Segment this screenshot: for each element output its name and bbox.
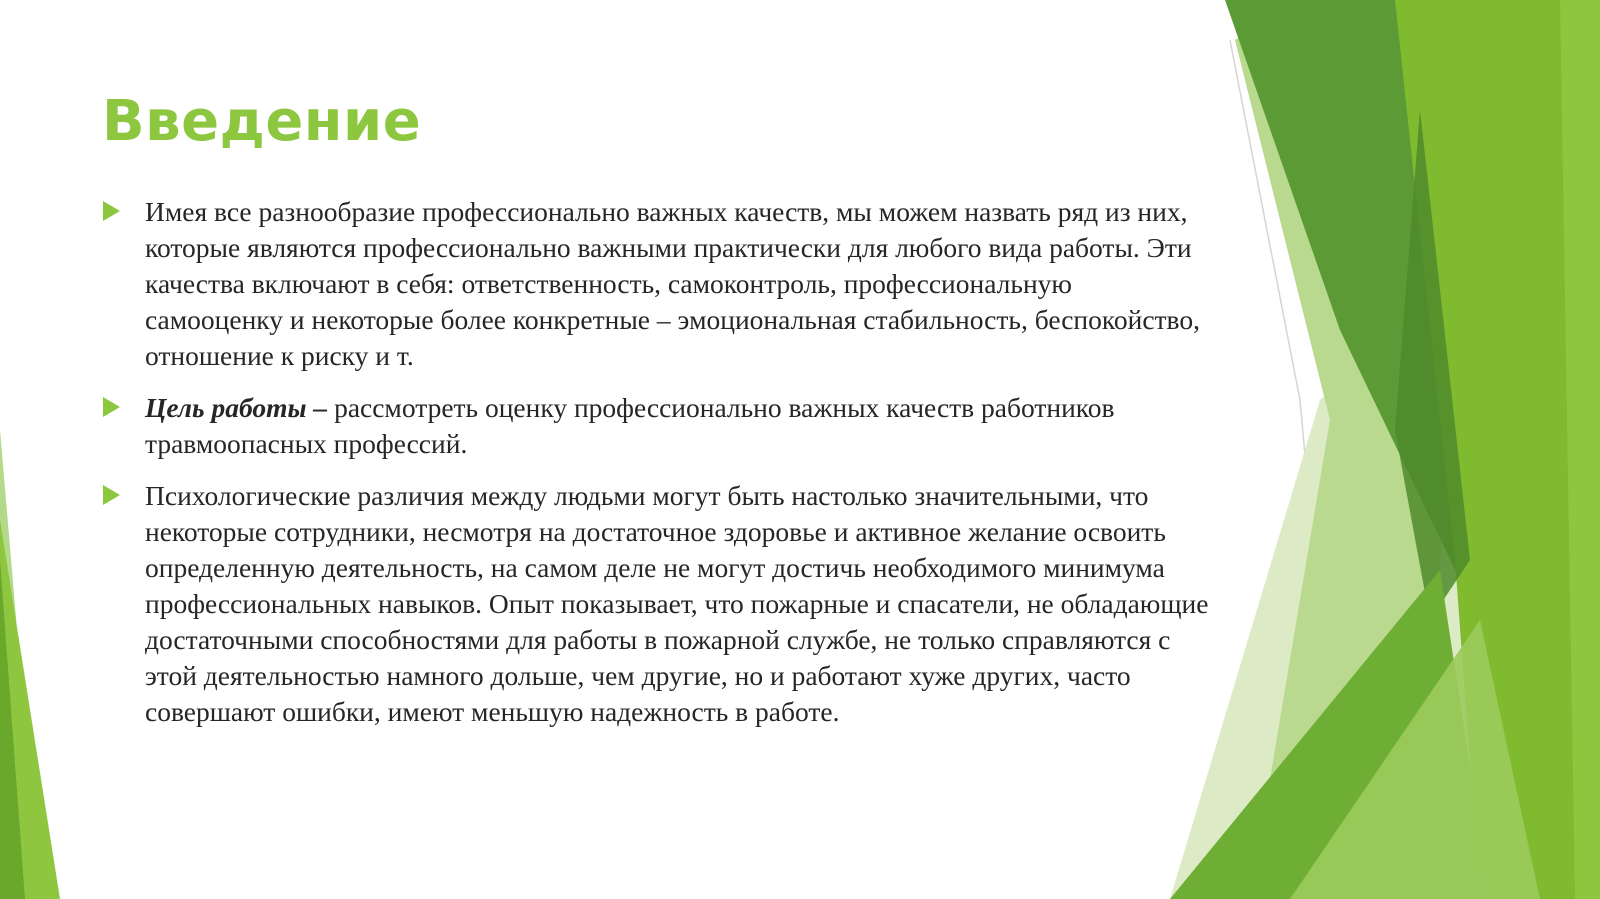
triangle-right-icon: [103, 485, 120, 505]
bullet-item: [100, 478, 1210, 730]
slide-title: Введение: [102, 89, 422, 154]
bullet-emphasis: Цель работы –: [145, 392, 328, 423]
triangle-right-icon: [103, 201, 120, 221]
bullet-item: [100, 390, 1210, 462]
bullet-text: Имея все разнообразие профессионально важных качеств, мы можем назвать ряд из них, которые являются профессионально важными практически для любого вида работы. Эти качества включают в себя: ответственность, самоконтроль, профессиональную самооценку и некоторые более конкретные – эмоциональная стабильность, беспокойство, отношение к риску и т.: [145, 196, 1200, 371]
triangle-right-icon: [103, 397, 120, 417]
bullet-text: рассмотреть оценку профессионально важных качеств работников травмоопасных профессий.: [145, 392, 1115, 459]
bullet-text: Психологические различия между людьми могут быть настолько значительными, что некоторые сотрудники, несмотря на достаточное здоровье и активное желание освоить определенную деятельность, на самом деле не могут достичь необходимого минимума профессиональных навыков. Опыт показывает, что пожарные и спасатели, не обладающие достаточными способностями для работы в пожарной службе, не только справляются с этой деятельностью намного дольше, чем другие, но и работают хуже других, часто совершают ошибки, имеют меньшую надежность в работе.: [145, 480, 1209, 727]
bullet-item: [100, 194, 1210, 374]
bullet-list: [100, 194, 1210, 746]
